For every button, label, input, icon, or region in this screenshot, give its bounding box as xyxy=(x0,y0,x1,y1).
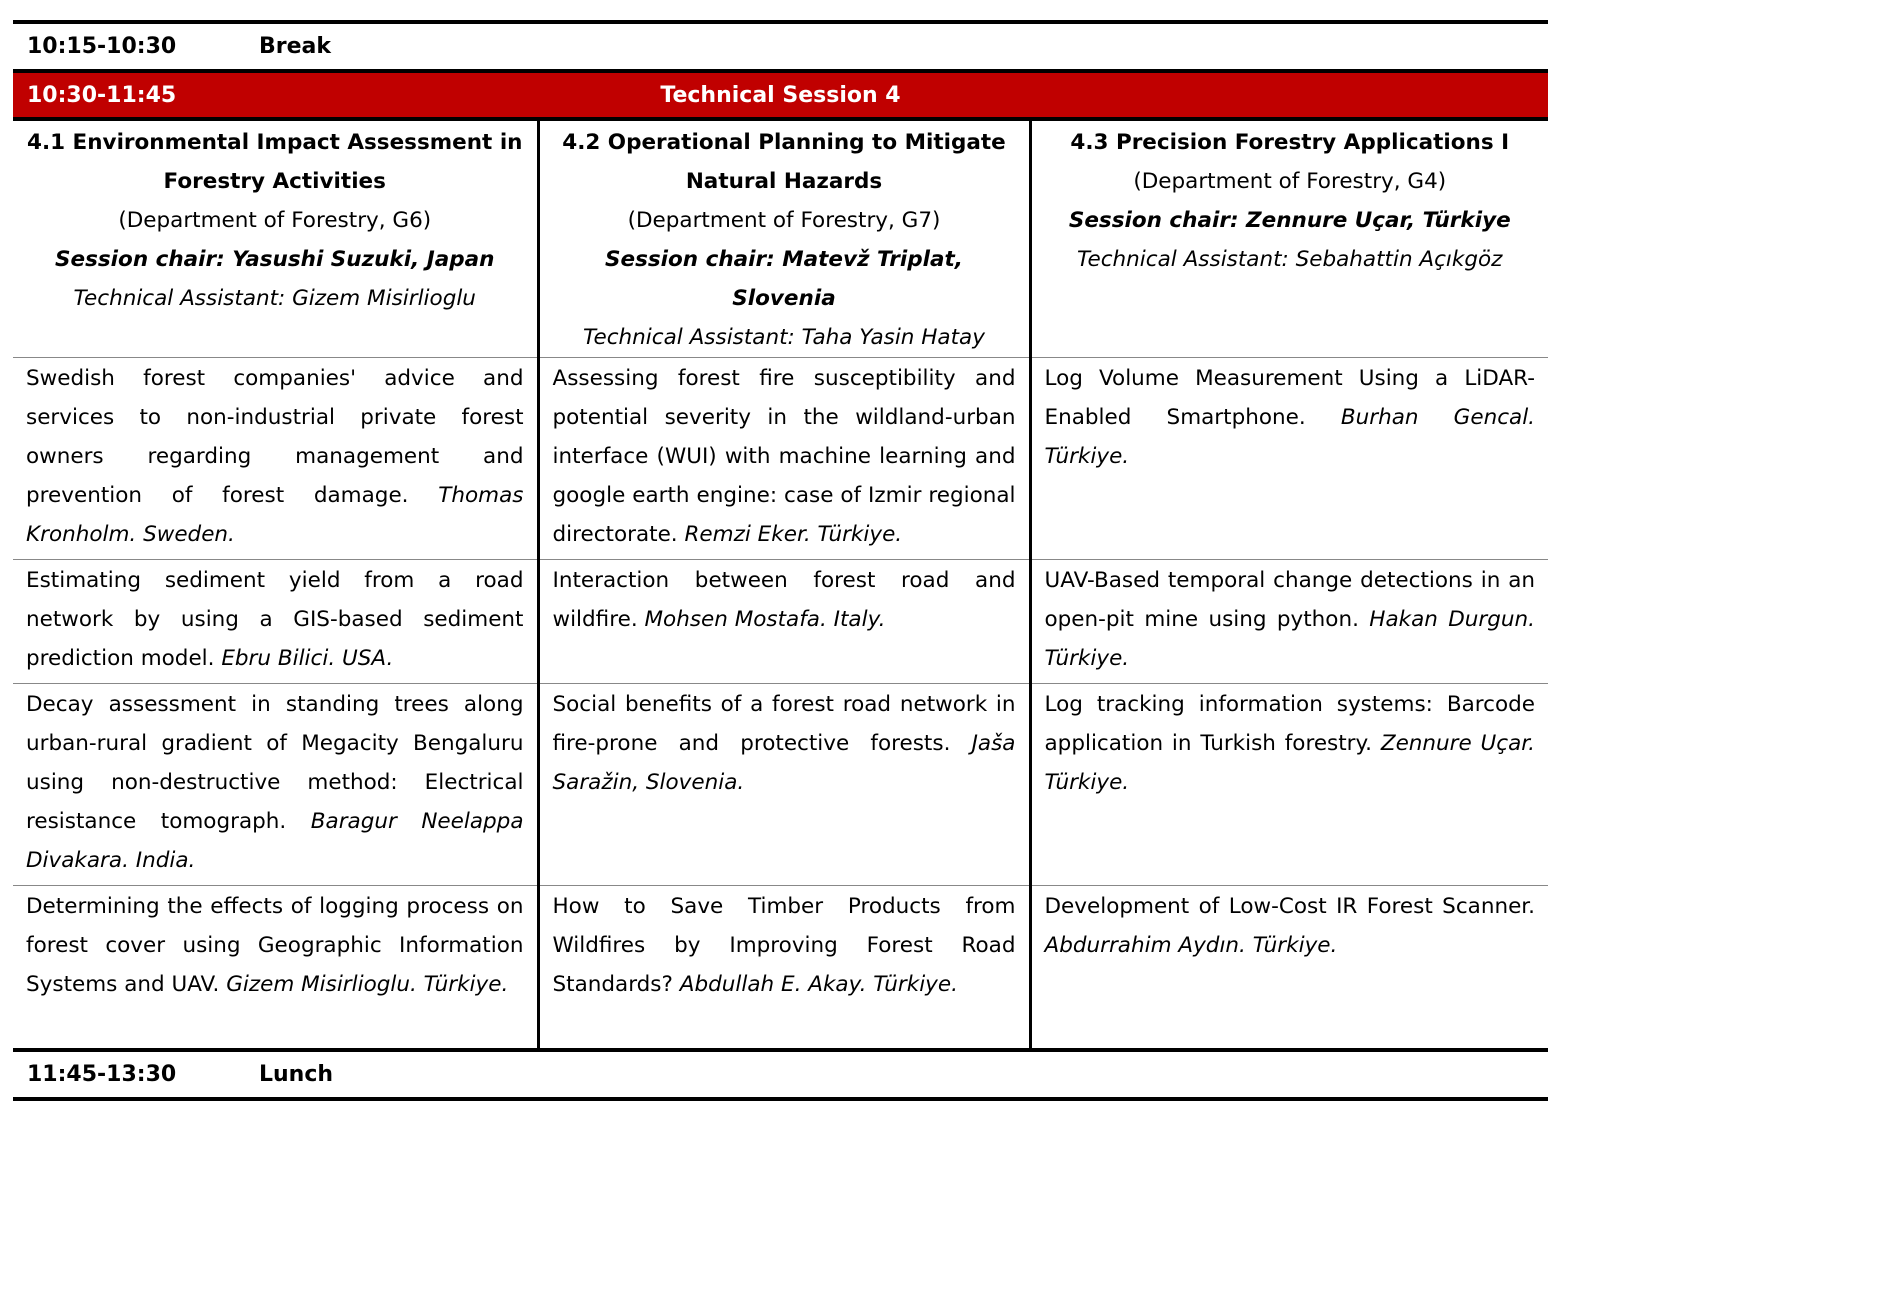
paper-author: Zennure Uçar. Türkiye. xyxy=(1044,731,1535,795)
paper-title: How to Save Timber Products from Wildfires by Improving Forest Road Standards? xyxy=(552,894,1016,997)
session-assistant-4-2: Technical Assistant: Taha Yasin Hatay xyxy=(583,325,985,350)
paper-cell xyxy=(538,886,1030,1049)
session-head-4-3 xyxy=(1030,121,1548,358)
paper-row xyxy=(13,684,1548,886)
session-dept-4-2: (Department of Forestry, G7) xyxy=(627,208,941,233)
session-chair-4-1: Session chair: Yasushi Suzuki, Japan xyxy=(55,247,495,272)
session-time: 10:30-11:45 xyxy=(27,82,177,108)
paper-cell xyxy=(13,358,538,560)
lunch-row xyxy=(13,1048,1548,1101)
session-title-4-3: 4.3 Precision Forestry Applications I xyxy=(1070,130,1510,155)
paper-title: Development of Low-Cost IR Forest Scanner. xyxy=(1044,894,1535,919)
paper-cell xyxy=(1030,560,1548,684)
paper-cell xyxy=(1030,358,1548,560)
paper-row xyxy=(13,560,1548,684)
paper-cell xyxy=(1030,886,1548,1049)
session-dept-4-1: (Department of Forestry, G6) xyxy=(118,208,432,233)
session-assistant-4-3: Technical Assistant: Sebahattin Açıkgöz xyxy=(1077,247,1503,272)
paper-author: Burhan Gencal. Türkiye. xyxy=(1044,405,1535,469)
paper-cell xyxy=(538,358,1030,560)
session-title: Technical Session 4 xyxy=(660,82,901,108)
paper-author: Thomas Kronholm. Sweden. xyxy=(26,483,524,547)
paper-cell xyxy=(538,684,1030,886)
paper-cell xyxy=(1030,684,1548,886)
break-time: 10:15-10:30 xyxy=(27,34,177,59)
paper-title: Log tracking information systems: Barcode application in Turkish forestry. xyxy=(1044,692,1535,756)
paper-title: Determining the effects of logging process on forest cover using Geographic Information Systems and UAV. xyxy=(26,894,524,997)
session-assistant-4-1: Technical Assistant: Gizem Misirlioglu xyxy=(73,286,476,311)
paper-cell xyxy=(13,684,538,886)
paper-author: Baragur Neelappa Divakara. India. xyxy=(26,809,524,873)
program-sheet xyxy=(13,20,1548,1101)
paper-row xyxy=(13,358,1548,560)
session-head-4-2 xyxy=(538,121,1030,358)
session-dept-4-3: (Department of Forestry, G4) xyxy=(1133,169,1447,194)
paper-cell xyxy=(13,886,538,1049)
paper-title: Assessing forest fire susceptibility and potential severity in the wildland-urban interface (WUI) with machine learning and google earth engine: case of Izmir regional directorate. xyxy=(552,366,1016,547)
paper-author: Abdurrahim Aydın. Türkiye. xyxy=(1044,933,1338,958)
session-title-4-2: 4.2 Operational Planning to Mitigate Natural Hazards xyxy=(562,130,1006,194)
paper-author: Mohsen Mostafa. Italy. xyxy=(644,607,886,632)
break-row xyxy=(13,24,1548,73)
paper-title: Estimating sediment yield from a road network by using a GIS-based sediment prediction model. xyxy=(26,568,524,671)
break-label: Break xyxy=(259,34,332,59)
session-head-4-1 xyxy=(13,121,538,358)
paper-row xyxy=(13,886,1548,1049)
paper-author: Ebru Bilici. USA. xyxy=(221,646,394,671)
paper-title: Log Volume Measurement Using a LiDAR-Enabled Smartphone. xyxy=(1044,366,1535,430)
lunch-label: Lunch xyxy=(259,1062,334,1087)
paper-title: Social benefits of a forest road network in fire-prone and protective forests. xyxy=(552,692,1016,756)
paper-author: Hakan Durgun. Türkiye. xyxy=(1044,607,1535,671)
paper-title: Decay assessment in standing trees along urban-rural gradient of Megacity Bengaluru using non-destructive method: Electrical resistance tomograph. xyxy=(26,692,524,834)
paper-author: Jaša Saražin, Slovenia. xyxy=(552,731,1016,795)
paper-title: Interaction between forest road and wildfire. xyxy=(552,568,1016,632)
session-grid xyxy=(13,121,1548,1048)
paper-author: Gizem Misirlioglu. Türkiye. xyxy=(226,972,509,997)
paper-author: Abdullah E. Akay. Türkiye. xyxy=(679,972,958,997)
paper-cell xyxy=(538,560,1030,684)
paper-author: Remzi Eker. Türkiye. xyxy=(684,522,903,547)
session-header-bar xyxy=(13,73,1548,121)
session-heads-row xyxy=(13,121,1548,358)
paper-title: Swedish forest companies' advice and services to non-industrial private forest owners regarding management and prevention of forest damage. xyxy=(26,366,524,508)
paper-cell xyxy=(13,560,538,684)
session-chair-4-3: Session chair: Zennure Uçar, Türkiye xyxy=(1068,208,1511,233)
session-chair-4-2: Session chair: Matevž Triplat, Slovenia xyxy=(605,247,963,311)
paper-title: UAV-Based temporal change detections in an open-pit mine using python. xyxy=(1044,568,1535,632)
lunch-time: 11:45-13:30 xyxy=(27,1062,177,1087)
session-title-4-1: 4.1 Environmental Impact Assessment in Forestry Activities xyxy=(26,130,523,194)
